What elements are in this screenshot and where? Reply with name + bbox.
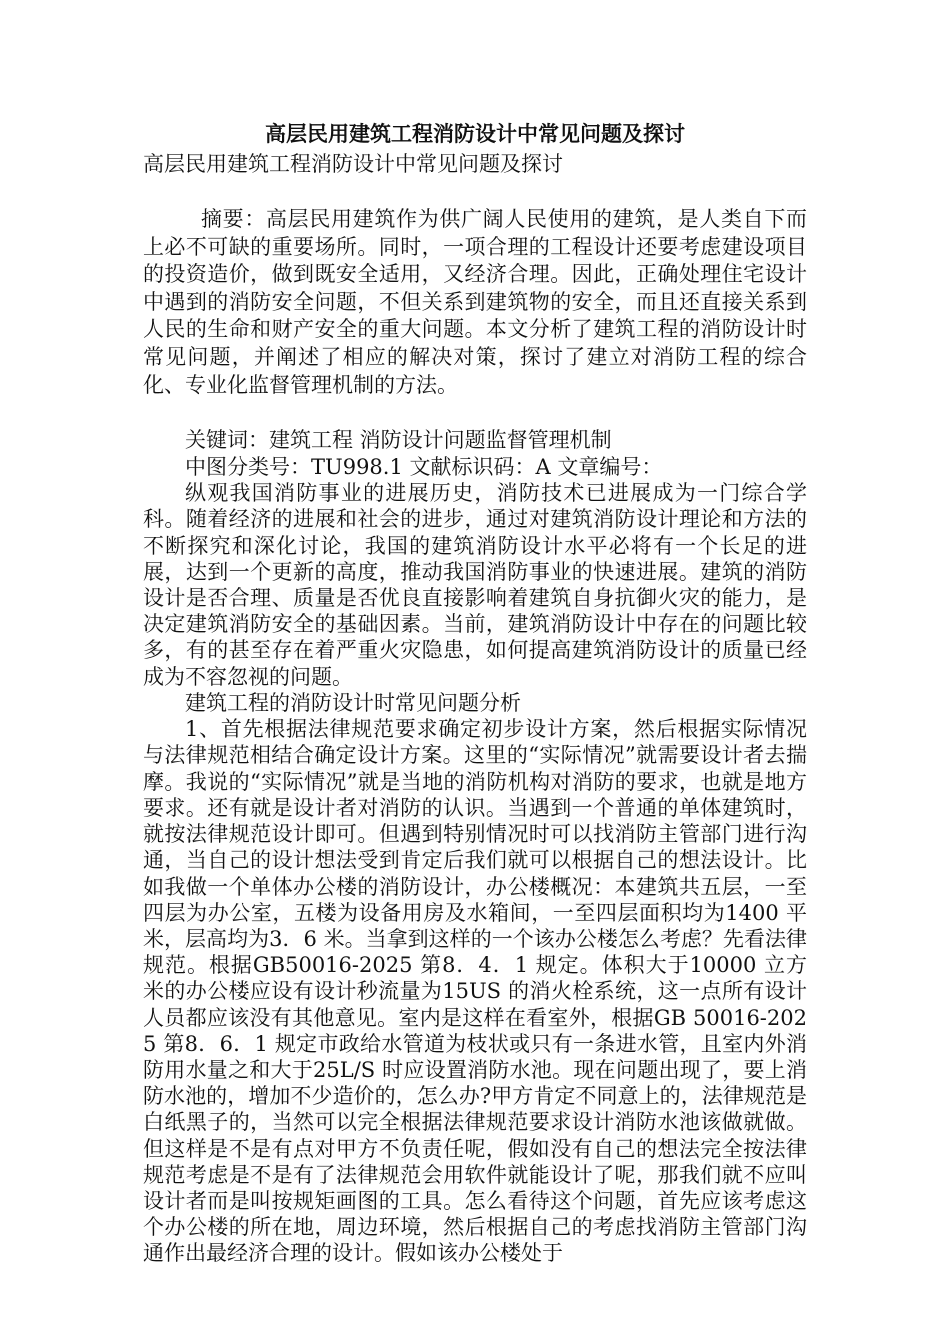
spacer (143, 178, 807, 206)
classification-line: 中图分类号：TU998.1 文献标识码：A 文章编号： (185, 454, 663, 479)
document-title: 高层民用建筑工程消防设计中常见问题及探讨 (265, 121, 685, 146)
document-page (143, 118, 807, 1267)
section-heading: 建筑工程的消防设计时常见问题分析 (185, 690, 521, 715)
spacer (143, 399, 807, 427)
intro-paragraph: 纵观我国消防事业的进展历史，消防技术已进展成为一门综合学科。随着经济的进展和社会的进步，通过对建筑消防设计理论和方法的不断探究和深化讨论，我国的建筑消防设计水平必将有一个长足的进展，达到一个更新的高度，推动我国消防事业的快速进展。建筑的消防设计是否合理、质量是否优良直接影响着建筑自身抗御火灾的能力，是决定建筑消防安全的基础因素。当前，建筑消防设计中存在的问题比较多，有的甚至存在着严重火灾隐患，如何提高建筑消防设计的质量已经成为不容忽视的问题。 (143, 481, 807, 689)
point-1-paragraph: 1、首先根据法律规范要求确定初步设计方案，然后根据实际情况与法律规范相结合确定设计方案。这里的“实际情况”就需要设计者去揣摩。我说的“实际情况”就是当地的消防机构对消防的要求，也就是地方要求。还有就是设计者对消防的认识。当遇到一个普通的单体建筑时，就按法律规范设计即可。但遇到特别情况时可以找消防主管部门进行沟通，当自己的设计想法受到肯定后我们就可以根据自己的想法设计。比如我做一个单体办公楼的消防设计，办公楼概况：本建筑共五层，一至四层为办公室，五楼为设备用房及水箱间，一至四层面积均为1400 平米，层高均为3．6 米。当拿到这样的一个该办公楼怎么考虑？先看法律规范。根据GB50016-2025 第8．4．1 规定。体积大于10000 立方米的办公楼应设有设计秒流量为15US 的消火栓系统，这一点所有设计人员都应该没有其他意见。室内是这样在看室外，根据GB 50016-2025 第8．6．1 规定市政给水管道为枝状或只有一条进水管，且室内外消防用水量之和大于25L/S 时应设置消防水池。现在问题出现了，要上消防水池的，增加不少造价的，怎么办?甲方肯定不同意上的，法律规范是白纸黑子的，当然可以完全根据法律规范要求设计消防水池该做就做。但这样是不是有点对甲方不负责任呢，假如没有自己的想法完全按法律规范考虑是不是有了法律规范会用软件就能设计了呢，那我们就不应叫设计者而是叫按规矩画图的工具。怎么看待这个问题，首先应该考虑这个办公楼的所在地，周边环境，然后根据自己的考虑找消防主管部门沟通作出最经济合理的设计。假如该办公楼处于 (143, 717, 807, 1266)
abstract-paragraph: 摘要：高层民用建筑作为供广阔人民使用的建筑，是人类自下而上必不可缺的重要场所。同时，一项合理的工程设计还要考虑建设项目的投资造价，做到既安全适用，又经济合理。因此，正确处理住宅设计中遇到的消防安全问题，不但关系到建筑物的安全，而且还直接关系到人民的生命和财产安全的重大问题。本文分析了建筑工程的消防设计时常见问题，并阐述了相应的解决对策，探讨了建立对消防工程的综合化、专业化监督管理机制的方法。 (143, 207, 807, 397)
document-subtitle: 高层民用建筑工程消防设计中常见问题及探讨 (143, 152, 563, 176)
keywords-line: 关键词：建筑工程 消防设计问题监督管理机制 (185, 428, 612, 453)
